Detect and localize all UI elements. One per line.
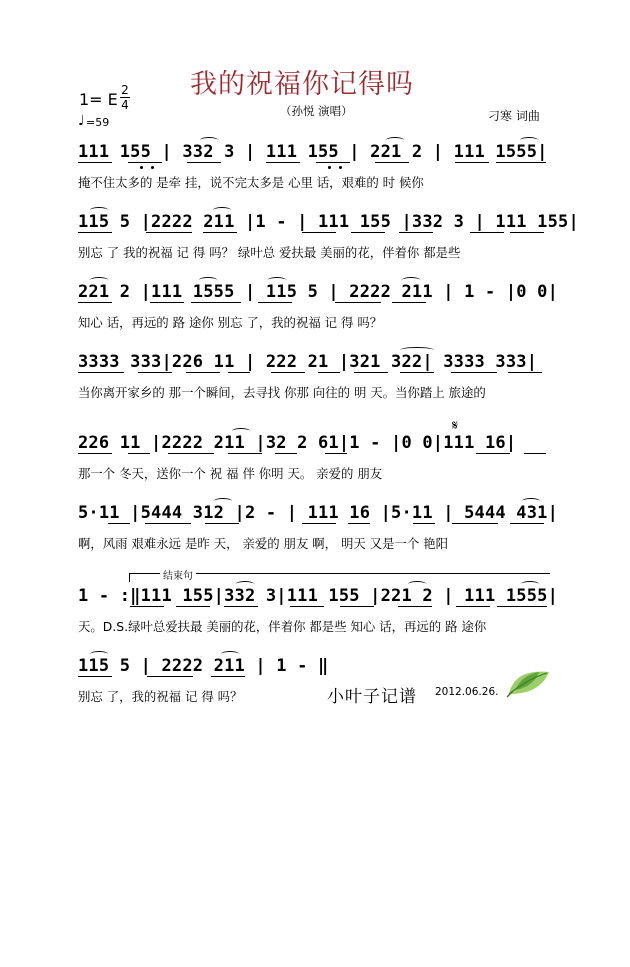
beam-mark	[510, 232, 544, 233]
lyric-row-7: 天。D.S.绿叶总爱扶最 美丽的花，伴着你 都是些 知心 话，再远的 路 途你	[78, 619, 487, 634]
beam-mark	[271, 372, 305, 373]
beam-mark	[150, 302, 184, 303]
beam-mark	[302, 232, 336, 233]
singer-credit: （孙悦 演唱）	[280, 104, 353, 118]
beam-mark	[147, 676, 193, 677]
beam-mark	[510, 523, 544, 524]
beam-mark	[275, 453, 297, 454]
time-signature-bottom: 4	[121, 98, 129, 112]
tie-mark	[90, 277, 108, 283]
notation-row-1: 111 155 | 332 3 | 111 155 | 221 2 | 111 1555|	[78, 142, 548, 162]
tie-mark	[221, 651, 239, 657]
quarter-note-icon: ♩	[78, 113, 85, 129]
tie-mark	[90, 651, 108, 657]
tie-mark	[90, 207, 108, 213]
tie-mark	[213, 207, 231, 213]
lyric-row-4: 当你离开家乡的 那一个瞬间，去寻找 你那 向往的 明 天。当你踏上 旅途的	[78, 385, 486, 400]
beam-mark	[398, 606, 432, 607]
tie-mark	[200, 137, 218, 143]
segno-sign: 𝄋	[452, 418, 459, 434]
beam-mark	[290, 606, 324, 607]
tie-mark	[199, 277, 217, 283]
key-signature: 1= E	[79, 90, 118, 109]
beam-mark	[228, 453, 262, 454]
beam-mark	[205, 523, 239, 524]
tempo-marking: =59	[86, 116, 110, 129]
notation-row-8: 115 5 | 2222 211 | 1 - ‖	[78, 656, 329, 676]
lyric-row-1: 掩不住太多的 是牵 挂，说不完太多是 心里 话，艰难的 时 候你	[78, 175, 424, 190]
beam-mark	[108, 523, 130, 524]
ending-bracket-hook	[129, 573, 130, 582]
notation-row-6: 5·11 |5444 312 |2 - | 111 16 |5·11 | 5444 431|	[78, 503, 559, 523]
beam-mark	[452, 523, 498, 524]
beam-mark	[524, 453, 546, 454]
beam-mark	[145, 523, 191, 524]
octave-dot	[140, 166, 143, 169]
time-signature	[120, 84, 130, 111]
beam-mark	[266, 162, 300, 163]
notation-row-4: 3333 333|226 11 | 222 21 |321 322| 3333 333|	[78, 352, 538, 372]
tie-mark	[400, 347, 434, 353]
beam-mark	[470, 232, 504, 233]
beam-mark	[497, 606, 547, 607]
beam-mark	[508, 372, 542, 373]
beam-mark	[128, 162, 162, 163]
beam-mark	[476, 453, 510, 454]
beam-mark	[335, 302, 381, 303]
beam-mark	[228, 372, 250, 373]
beam-mark	[413, 523, 435, 524]
beam-mark	[455, 162, 489, 163]
octave-dot	[151, 166, 154, 169]
beam-mark	[138, 372, 172, 373]
time-signature-top: 2	[121, 83, 129, 97]
notation-row-3: 221 2 |111 1555 | 115 5 | 2222 211 | 1 - |0 0|	[78, 282, 559, 302]
notation-row-5: 226 11 |2222 211 |32 2 61|1 - |0 0|111 16|	[78, 433, 517, 453]
transcription-date: 2012.06.26.	[435, 686, 499, 698]
lyric-row-8: 别忘 了，我的祝福 记 得 吗？	[78, 689, 243, 704]
beam-mark	[146, 232, 192, 233]
beam-mark	[496, 162, 546, 163]
beam-mark	[203, 232, 237, 233]
transcriber-signature: 小叶子记谱	[327, 687, 417, 707]
beam-mark	[78, 372, 124, 373]
beam-mark	[351, 232, 385, 233]
tie-mark	[520, 137, 538, 143]
notation-row-2: 115 5 |2222 211 |1 - | 111 155 |332 3 | 111 155|	[78, 212, 579, 232]
octave-dot	[328, 166, 331, 169]
beam-mark	[130, 606, 164, 607]
beam-mark	[348, 523, 370, 524]
lyric-row-6: 啊，风雨 艰难永远 是昨 天， 亲爱的 朋友 啊， 明天 又是一个 艳阳	[78, 536, 448, 551]
octave-dot	[339, 166, 342, 169]
beam-mark	[318, 372, 340, 373]
lyric-row-2: 别忘 了 我的祝福 记 得 吗？ 绿叶总 爱扶最 美丽的花，伴着你 都是些	[78, 245, 461, 260]
ending-label: 结束句	[160, 567, 196, 582]
tie-mark	[214, 498, 232, 504]
beam-mark	[316, 162, 350, 163]
tie-mark	[402, 277, 420, 283]
beam-mark	[451, 372, 497, 373]
beam-mark	[78, 453, 112, 454]
lyric-row-3: 知心 话，再远的 路 途你 别忘 了，我的祝福 记 得 吗？	[78, 315, 383, 330]
beam-mark	[186, 372, 220, 373]
beam-mark	[78, 676, 112, 677]
beam-mark	[78, 162, 112, 163]
beam-mark	[354, 372, 388, 373]
notation-row-7: 1 - :‖111 155|332 3|111 155 |221 2 | 111 1555|	[78, 586, 559, 606]
tie-mark	[521, 581, 539, 587]
leaf-icon	[505, 664, 551, 698]
tie-mark	[232, 428, 250, 434]
lyric-row-5: 那一个 冬天，送你一个 祝 福 伴 你明 天。 亲爱的 朋友	[78, 466, 383, 481]
beam-mark	[340, 606, 374, 607]
tie-mark	[408, 581, 426, 587]
beam-mark	[224, 606, 258, 607]
beam-mark	[176, 606, 210, 607]
author-credit: 刁寒 词曲	[488, 109, 540, 123]
beam-mark	[302, 523, 336, 524]
beam-mark	[211, 676, 245, 677]
beam-mark	[191, 302, 241, 303]
beam-mark	[456, 606, 490, 607]
beam-mark	[78, 302, 112, 303]
tie-mark	[268, 277, 286, 283]
beam-mark	[78, 232, 112, 233]
beam-mark	[258, 302, 292, 303]
beam-mark	[400, 372, 434, 373]
song-title: 我的祝福你记得吗	[190, 69, 414, 100]
beam-mark	[375, 162, 409, 163]
beam-mark	[392, 302, 426, 303]
beam-mark	[187, 162, 221, 163]
tie-mark	[386, 137, 404, 143]
tie-mark	[236, 581, 254, 587]
tie-mark	[522, 498, 540, 504]
beam-mark	[399, 232, 433, 233]
beam-mark	[128, 453, 150, 454]
beam-mark	[168, 453, 214, 454]
beam-mark	[325, 453, 347, 454]
